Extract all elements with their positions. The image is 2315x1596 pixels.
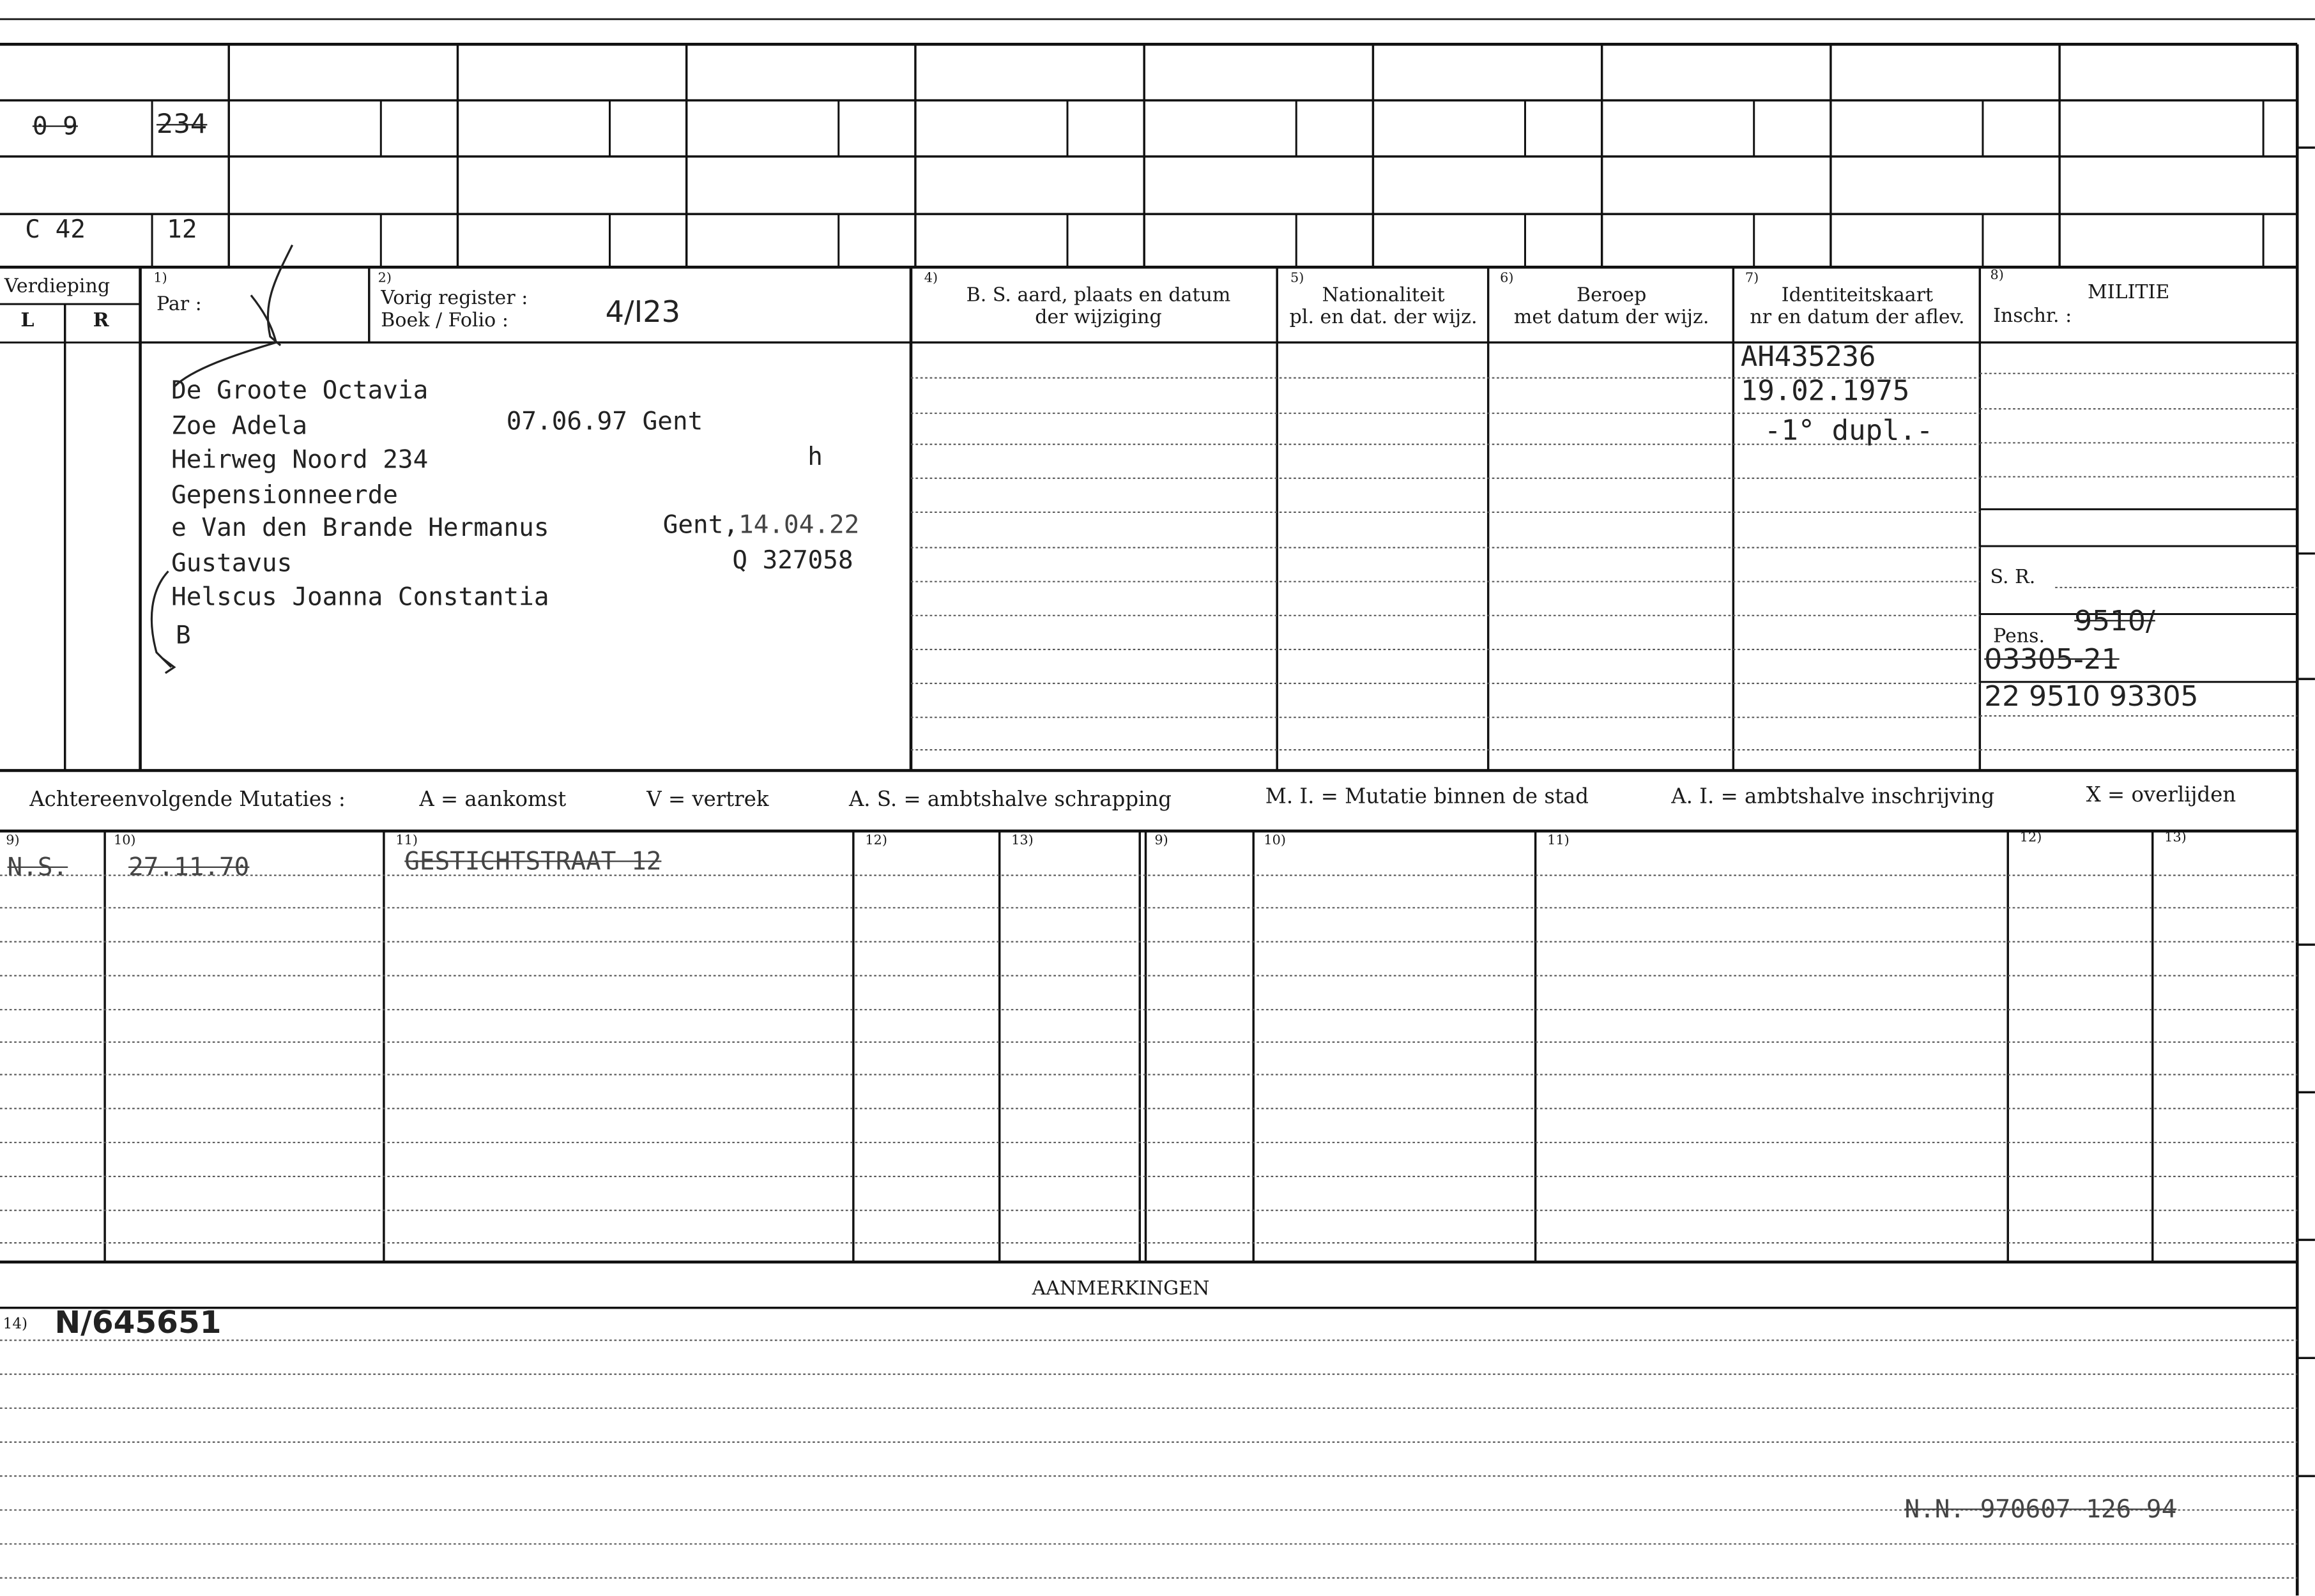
field-number-14: 14) — [3, 1316, 28, 1334]
id-card-number: AH435236 — [1740, 340, 1876, 374]
boek-folio-label: Boek / Folio : — [381, 310, 508, 333]
parents-name: Helscus Joanna Constantia — [171, 582, 549, 613]
pens-label: Pens. — [1993, 625, 2045, 648]
identiteitskaart-header: Identiteitskaart nr en datum der aflev. — [1750, 285, 1965, 330]
col-number-9: 9) — [6, 833, 20, 849]
remarks-value: N/645651 — [54, 1305, 222, 1341]
mutation-date: 27.11.70 — [128, 853, 250, 883]
field-number-8: 8) — [1990, 268, 2004, 284]
vorig-register-label: Vorig register : — [381, 287, 528, 310]
person-firstnames: Zoe Adela — [171, 411, 308, 442]
field-number-4: 4) — [924, 271, 938, 287]
birth-date-place: 07.06.97 Gent — [506, 407, 703, 437]
col-number-10b: 10) — [1264, 833, 1286, 849]
col-number-12: 12) — [865, 833, 887, 849]
col-number-11: 11) — [395, 833, 418, 849]
inschr-label: Inschr. : — [1993, 305, 2072, 328]
floor-right-label: R — [93, 310, 109, 333]
person-name: De Groote Octavia — [171, 376, 429, 406]
mark-h: h — [807, 443, 823, 473]
pens-struck-1: 9510/ — [2074, 605, 2155, 638]
legend-mutatie: M. I. = Mutatie binnen de stad — [1265, 785, 1589, 809]
nationaliteit-header: Nationaliteit pl. en dat. der wijz. — [1289, 285, 1478, 330]
spouse-name: e Van den Brande Hermanus — [171, 513, 549, 543]
remarks-title: AANMERKINGEN — [1032, 1278, 1210, 1301]
floor-left-label: L — [20, 310, 34, 333]
col-number-9b: 9) — [1154, 833, 1168, 849]
address: Heirweg Noord 234 — [171, 445, 429, 476]
mark-b: B — [176, 621, 191, 651]
legend-inschrijving: A. I. = ambtshalve inschrijving — [1671, 785, 1995, 809]
mutations-legend-title: Achtereenvolgende Mutaties : — [29, 788, 346, 812]
verdieping-label: Verdieping — [4, 276, 111, 298]
pens-struck-2: 03305-21 — [1984, 643, 2120, 676]
par-label: Par : — [156, 293, 202, 316]
field-number-7: 7) — [1745, 271, 1759, 287]
spouse-code: Q 327058 — [732, 546, 853, 576]
pens-number: 22 9510 93305 — [1984, 680, 2199, 713]
bs-header: B. S. aard, plaats en datum der wijziging — [966, 285, 1231, 330]
register-code-number: 12 — [167, 215, 197, 245]
field-number-2: 2) — [378, 271, 392, 287]
occupation: Gepensionneerde — [171, 481, 398, 511]
spouse-birth: Gent,14.04.22 — [662, 510, 860, 540]
field-number-5: 5) — [1290, 271, 1304, 287]
national-number: N.N. 970607 126 94 — [1904, 1495, 2177, 1525]
beroep-header: Beroep met datum der wijz. — [1513, 285, 1709, 330]
militie-header: MILITIE — [2088, 282, 2170, 305]
old-code-number: 234 — [156, 109, 208, 141]
legend-schrapping: A. S. = ambtshalve schrapping — [848, 788, 1172, 812]
boek-folio-value: 4/I23 — [605, 293, 681, 330]
field-number-1: 1) — [153, 271, 167, 287]
legend-overlijden: X = overlijden — [2086, 784, 2236, 808]
col-number-13b: 13) — [2164, 831, 2187, 846]
register-code: C 42 — [25, 215, 86, 245]
mutation-address: GESTICHTSTRAAT 12 — [404, 847, 662, 877]
spouse-name-cont: Gustavus — [171, 549, 293, 579]
mutation-code: N.S. — [7, 853, 68, 883]
legend-aankomst: A = aankomst — [419, 788, 567, 812]
legend-vertrek: V = vertrek — [646, 788, 769, 812]
col-number-10: 10) — [113, 833, 136, 849]
col-number-11b: 11) — [1547, 833, 1570, 849]
old-code: 0 9 — [32, 112, 78, 142]
id-card-duplicate: -1° dupl.- — [1764, 414, 1934, 448]
field-number-6: 6) — [1500, 271, 1514, 287]
col-number-12b: 12) — [2019, 831, 2042, 846]
id-card-date: 19.02.1975 — [1740, 375, 1910, 407]
sr-label: S. R. — [1990, 566, 2036, 589]
col-number-13: 13) — [1011, 833, 1034, 849]
